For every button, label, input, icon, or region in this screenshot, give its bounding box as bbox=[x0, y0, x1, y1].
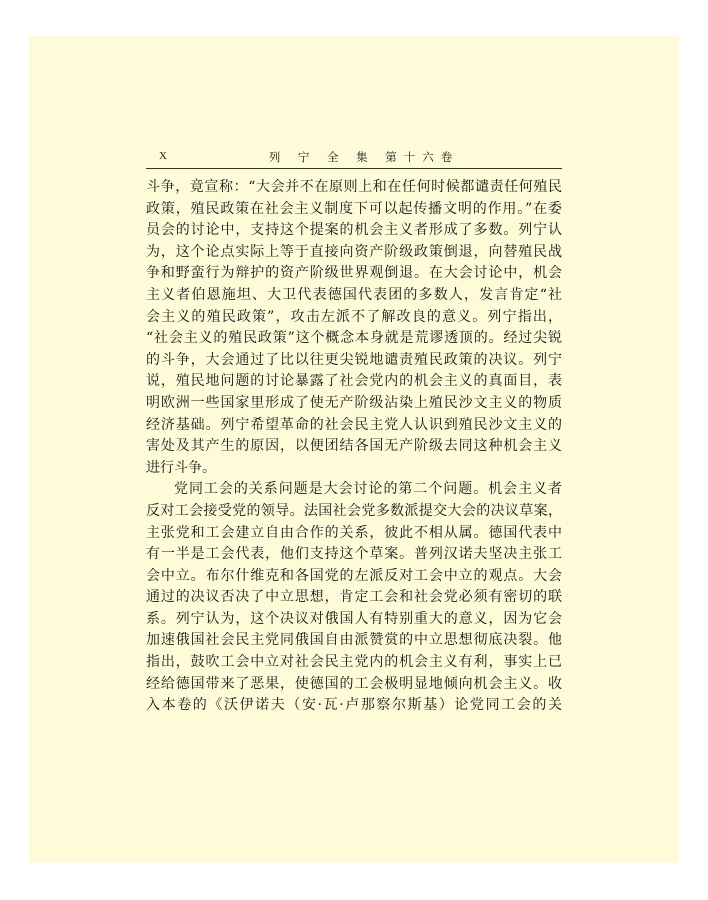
text-line: 主张党和工会建立自由合作的关系，彼此不相从属。德国代表中 bbox=[146, 524, 562, 541]
text-line: 党同工会的关系问题是大会讨论的第二个问题。机会主义者 bbox=[174, 481, 562, 498]
text-line: 进行斗争。 bbox=[146, 459, 216, 476]
text-line: 有一半是工会代表，他们支持这个草案。普列汉诺夫坚决主张工 bbox=[146, 546, 562, 563]
book-title: 列 宁 全 集 第十六卷 bbox=[268, 150, 460, 164]
text-line: 明欧洲一些国家里形成了使无产阶级沾染上殖民沙文主义的物质 bbox=[146, 394, 562, 411]
text-line: 的斗争，大会通过了比以往更尖锐地谴责殖民政策的决议。列宁 bbox=[146, 351, 562, 368]
text-line: 加速俄国社会民主党同俄国自由派赞赏的中立思想彻底决裂。他 bbox=[146, 632, 562, 649]
text-line: 入本卷的《沃伊诺夫（安·瓦·卢那察尔斯基）论党同工会的关 bbox=[146, 697, 562, 714]
text-line: 经济基础。列宁希望革命的社会民主党人认识到殖民沙文主义的 bbox=[146, 416, 562, 433]
text-line: 主义者伯恩施坦、大卫代表德国代表团的多数人，发言肯定“社 bbox=[146, 286, 562, 303]
text-line: 说，殖民地问题的讨论暴露了社会党内的机会主义的真面目，表 bbox=[146, 373, 562, 390]
page-number: X bbox=[159, 150, 167, 162]
text-line: 员会的讨论中，支持这个提案的机会主义者形成了多数。列宁认 bbox=[146, 222, 562, 239]
text-line: 指出，鼓吹工会中立对社会民主党内的机会主义有利，事实上已 bbox=[146, 654, 562, 671]
paragraph-2 bbox=[146, 479, 562, 717]
body-text bbox=[146, 177, 562, 717]
header-rule bbox=[146, 168, 562, 169]
text-line: 系。列宁认为，这个决议对俄国人有特别重大的意义，因为它会 bbox=[146, 610, 562, 627]
text-line: “社会主义的殖民政策”这个概念本身就是荒谬透顶的。经过尖锐 bbox=[146, 330, 562, 347]
text-line: 通过的决议否决了中立思想，肯定工会和社会党必须有密切的联 bbox=[146, 589, 562, 606]
paragraph-1 bbox=[146, 177, 562, 479]
text-line: 会中立。布尔什维克和各国党的左派反对工会中立的观点。大会 bbox=[146, 567, 562, 584]
text-line: 害处及其产生的原因，以便团结各国无产阶级去同这种机会主义 bbox=[146, 438, 562, 455]
text-line: 会主义的殖民政策”，攻击左派不了解改良的意义。列宁指出， bbox=[146, 308, 562, 325]
text-line: 经给德国带来了恶果，使德国的工会极明显地倾向机会主义。收 bbox=[146, 675, 562, 692]
text-line: 政策，殖民政策在社会主义制度下可以起传播文明的作用。”在委 bbox=[146, 200, 562, 217]
text-line: 争和野蛮行为辩护的资产阶级世界观倒退。在大会讨论中，机会 bbox=[146, 265, 562, 282]
text-line: 斗争，竟宣称：“大会并不在原则上和在任何时候都谴责任何殖民 bbox=[146, 179, 562, 195]
text-line: 为，这个论点实际上等于直接向资产阶级政策倒退，向替殖民战 bbox=[146, 243, 562, 260]
running-header bbox=[118, 147, 580, 167]
text-line: 反对工会接受党的领导。法国社会党多数派提交大会的决议草案， bbox=[146, 502, 562, 519]
